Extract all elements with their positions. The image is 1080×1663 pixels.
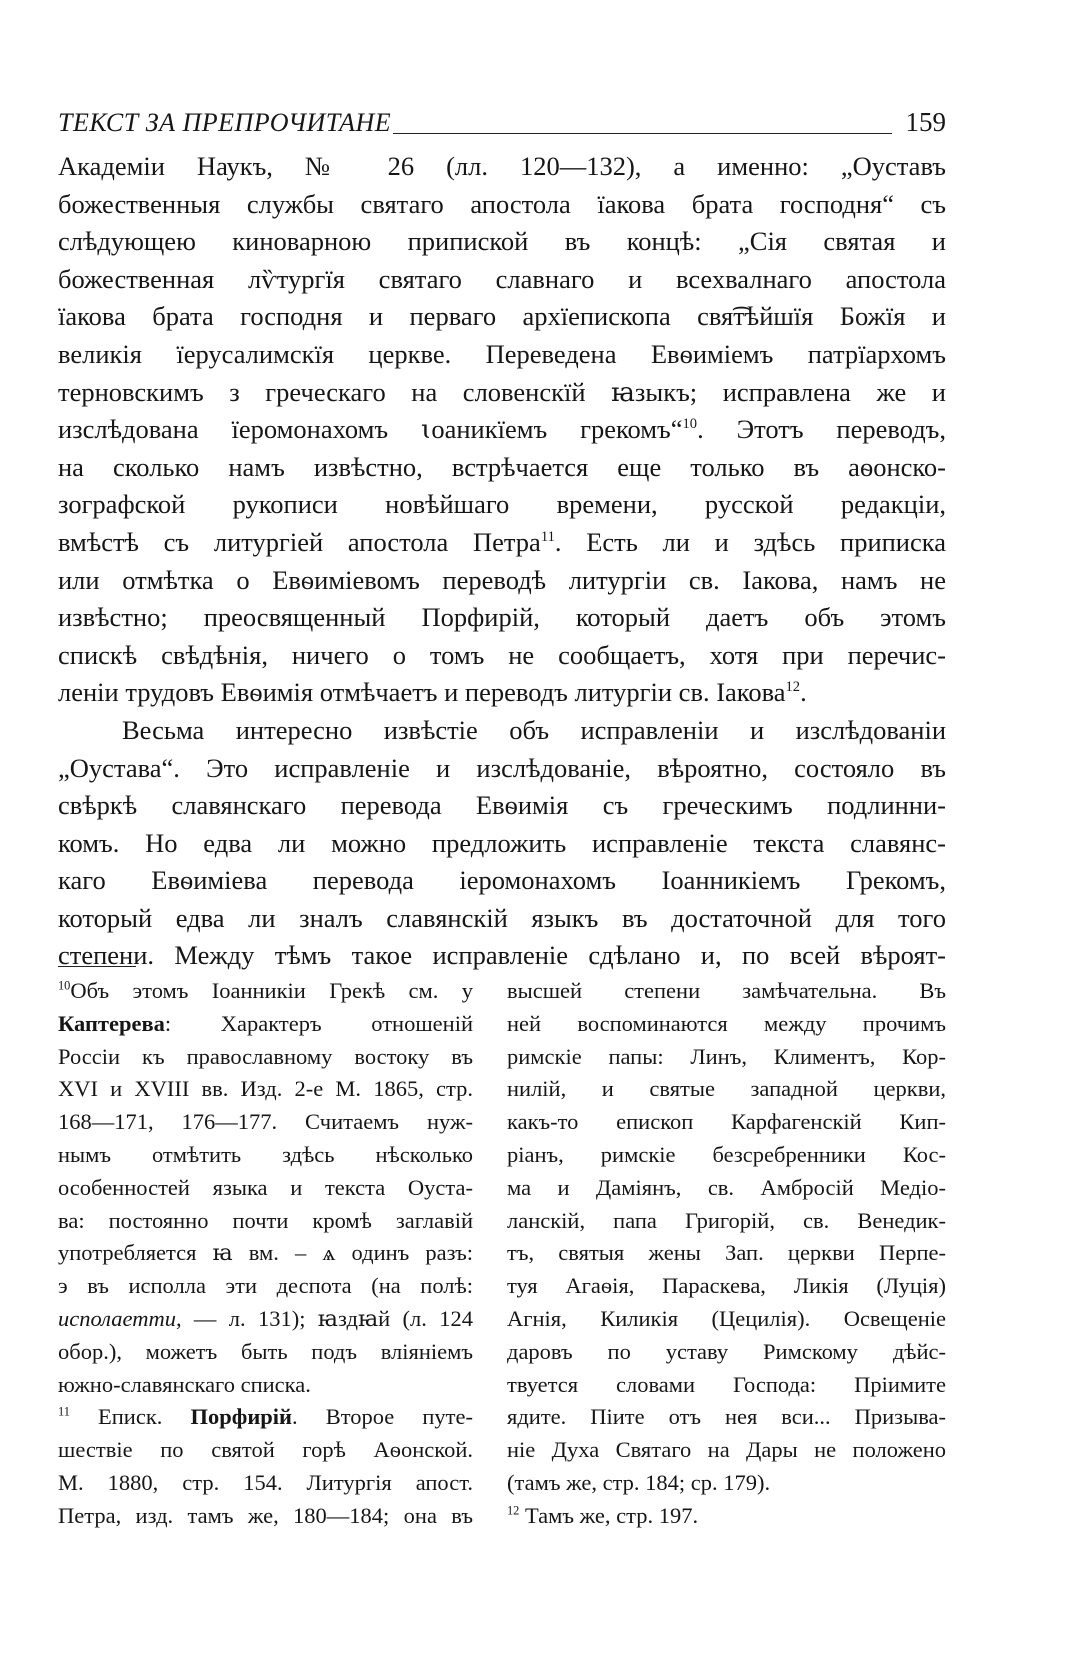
footnote-rule (58, 966, 136, 967)
text-line: Академіи Наукъ, № 26 (лл. 120—132), а именно: „Оуставъ (58, 151, 946, 181)
footnote-text: Объ этомъ Іоанникіи Грекѣ см. у (70, 978, 473, 1003)
footnote-line: нымъ отмѣтить здѣсь нѣсколько (58, 1141, 473, 1167)
text-line: который едва ли зналъ славянскій языкъ въ достаточной для того (58, 902, 946, 933)
footnote-line: твуется словами Господа: Пріимите (507, 1371, 946, 1397)
text-line (58, 411, 946, 449)
text-line (58, 674, 946, 712)
text-line: Весьма интересно извѣстіе объ исправленіи и изслѣдованіи (122, 714, 946, 745)
footnote-text: Еписк. (69, 1404, 191, 1430)
text-line: извѣстно; преосвященный Порфирій, который даетъ объ этомъ (58, 602, 946, 633)
footnote-number-12: 12 (507, 1503, 520, 1518)
footnote-line (58, 1303, 473, 1336)
text-line: терновскимъ з греческаго на словенскїй ꙗзыкъ; исправлена же и (58, 376, 946, 407)
footnote-line: римскіе папы: Линъ, Климентъ, Кор- (507, 1043, 946, 1069)
footnote-line: Агнія, Киликія (Цецилія). Освещеніе (507, 1305, 946, 1331)
footnote-line: XVI и XVIII вв. Изд. 2-е М. 1865, стр. (58, 1076, 473, 1102)
footnote-line: ядите. Піите отъ нея вси... Призыва- (507, 1404, 946, 1430)
text-line: божественная лѷтургїя святаго славнаго и всехвалнаго апостола (58, 263, 946, 294)
line-text: . (800, 677, 807, 708)
footnote-line (58, 1008, 473, 1041)
footnote-line: ланскій, папа Григорій, св. Венедик- (507, 1207, 946, 1233)
footnote-line: какъ-то епископ Карфагенскій Кип- (507, 1109, 946, 1135)
footnote-line: особенностей языка и текста Оуста- (58, 1174, 473, 1200)
text-line: „Оустава“. Это исправленіе и изслѣдованіе, вѣроятно, состояло въ (58, 752, 946, 783)
text-line: зографской рукописи новѣйшаго времени, русской редакціи, (58, 489, 946, 520)
footnote-line (507, 1500, 946, 1533)
footnote-line: ней воспоминаются между прочимъ (507, 1010, 946, 1036)
footnote-line: нилій, и святые западной церкви, (507, 1076, 946, 1102)
author-name: Каптерева (58, 1010, 165, 1036)
footnote-line: шествіе по святой горѣ Аѳонской. (58, 1437, 473, 1463)
footnote-line: М. 1880, стр. 154. Литургія апост. (58, 1469, 473, 1495)
line-text: леніи трудовъ Евѳимія отмѣчаетъ и переводъ литургіи св. Іакова (58, 677, 786, 708)
footnote-text: Тамъ же, стр. 197. (519, 1502, 699, 1528)
footnote-line: ріанъ, римскіе безсребренники Кос- (507, 1141, 946, 1167)
footnotes-left-column (58, 975, 473, 1533)
text-line: комъ. Но едва ли можно предложить исправленіе текста славянс- (58, 827, 946, 858)
main-text (58, 148, 946, 975)
running-title: ТЕКСТ ЗА ПРЕПРОЧИТАНЕ (58, 108, 392, 137)
footnote-number-11: 11 (58, 1404, 70, 1419)
footnote-ref-12[interactable]: 12 (785, 679, 801, 696)
text-line: на сколько намъ извѣстно, встрѣчается еще только въ аѳонско- (58, 451, 946, 482)
footnote-line: туя Агаѳія, Параскева, Ликія (Луція) (507, 1273, 946, 1299)
footnote-line (58, 1401, 473, 1434)
footnote-line: даровъ по уставу Римскому дѣйс- (507, 1338, 946, 1364)
text-line (58, 524, 946, 562)
header-rule (393, 133, 891, 134)
line-text: вмѣстѣ съ литургіей апостола Петра (58, 526, 541, 557)
text-line: слѣдующею киноварною припиской въ концѣ: „Сія святая и (58, 226, 946, 257)
footnote-line: ва: постоянно почти кромѣ заглавій (58, 1207, 473, 1233)
text-line: спискѣ свѣдѣнія, ничего о томъ не сообщаетъ, хотя при перечис- (58, 639, 946, 670)
footnote-line: ма и Даміянъ, св. Амбросій Медіо- (507, 1174, 946, 1200)
running-header (58, 92, 946, 136)
footnote-text: , — л. 131); ꙗздꙗй (л. 124 (175, 1305, 473, 1331)
footnote-line: употребляется ꙗ вм. – ѧ одинъ разъ: (58, 1240, 473, 1266)
line-text: изслѣдована їеромонахомъ ꙇоаникїемъ грекомъ“ (58, 414, 683, 445)
text-line: їакова брата господня и перваго архїепископа свя͡тѣйшїя Божїя и (58, 301, 946, 332)
footnote-ref-10[interactable]: 10 (682, 415, 698, 432)
footnote-text: : Характеръ отношеній (164, 1010, 473, 1036)
footnote-line: тъ, святыя жены Зап. церкви Перпе- (507, 1240, 946, 1266)
footnote-ref-11[interactable]: 11 (540, 528, 555, 545)
footnote-line: Петра, изд. тамъ же, 180—184; она въ (58, 1502, 473, 1528)
text-line: степени. Между тѣмъ такое исправленіе сдѣлано и, по всей вѣроят- (58, 940, 946, 971)
author-name: Порфирій (190, 1404, 293, 1430)
footnote-line: (тамъ же, стр. 184; ср. 179). (507, 1469, 771, 1495)
text-line: или отмѣтка о Евѳиміевомъ переводѣ литургіи св. Іакова, намъ не (58, 564, 946, 595)
footnote-line: 168—171, 176—177. Считаемъ нуж- (58, 1109, 473, 1135)
footnote-line: обор.), можетъ быть подъ вліяніемъ (58, 1338, 473, 1364)
footnotes-right-column (507, 975, 946, 1533)
text-line: великія їерусалимскїя церкве. Переведена Евѳиміемъ патрїархомъ (58, 338, 946, 369)
line-text: . Этотъ переводъ, (697, 414, 947, 445)
page-number: 159 (905, 107, 946, 137)
footnote-line (58, 975, 473, 1008)
text-line: божественныя службы святаго апостола їакова брата господня“ съ (58, 188, 946, 219)
footnote-line: высшей степени замѣчательна. Въ (507, 978, 946, 1003)
footnote-line: южно-славянскаго списка. (58, 1371, 311, 1397)
text-line: свѣркѣ славянскаго перевода Евѳимія съ греческимъ подлинни- (58, 790, 946, 821)
footnote-number-10: 10 (58, 978, 71, 993)
footnote-line: ніе Духа Святаго на Дары не положено (507, 1437, 946, 1463)
text-line: каго Евѳиміева перевода іеромонахомъ Іоанникіемъ Грекомъ, (58, 865, 946, 896)
footnote-line: э въ исполла эти деспота (на полѣ: (58, 1273, 473, 1299)
footnote-text: . Второе путе- (292, 1404, 473, 1430)
line-text: . Есть ли и здѣсь приписка (554, 526, 946, 557)
footnote-line: Россіи къ православному востоку въ (58, 1043, 473, 1069)
italic-term: исполаетти (58, 1305, 176, 1331)
